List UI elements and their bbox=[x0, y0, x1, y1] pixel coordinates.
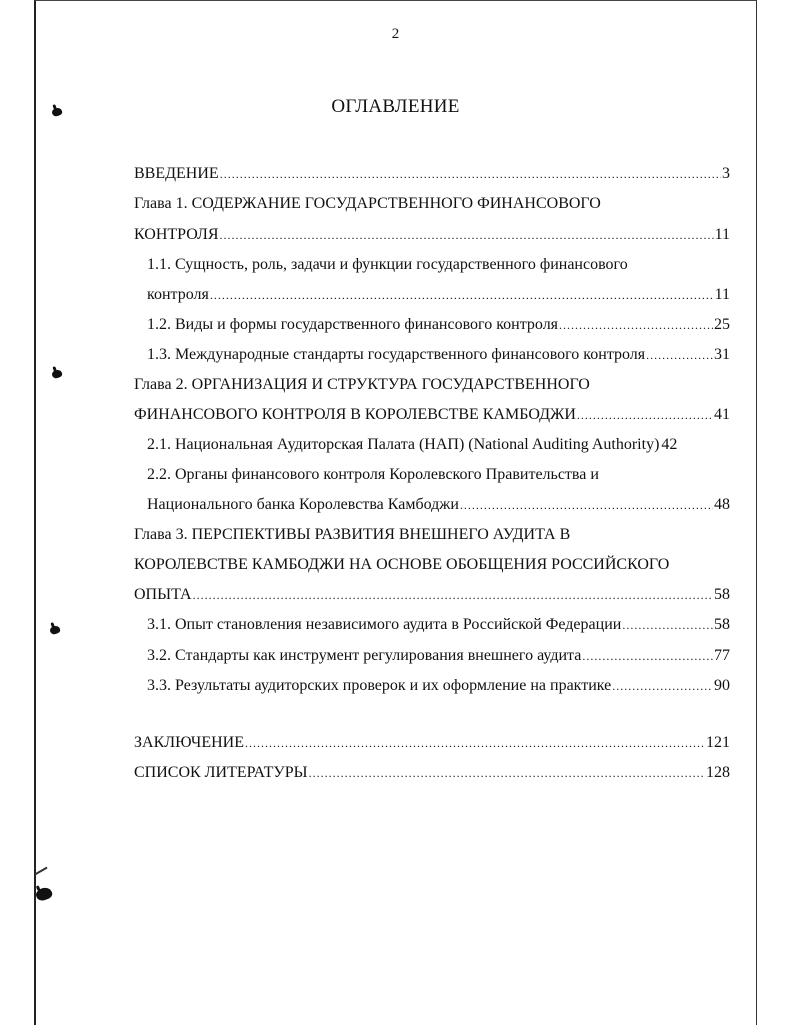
toc-entry-label: КОНТРОЛЯ bbox=[134, 226, 219, 243]
toc-entry-section-1-2[interactable] bbox=[147, 314, 730, 336]
toc-page-number: 58 bbox=[714, 586, 730, 603]
toc-entry-label: Национального банка Королевства Камбоджи bbox=[147, 496, 459, 513]
toc-page-number: 128 bbox=[706, 764, 730, 781]
toc-entry-references[interactable] bbox=[134, 762, 730, 784]
toc-section-2-2-title[interactable]: 2.2. Органы финансового контроля Королевского Правительства и bbox=[147, 466, 599, 483]
toc-entry-label: ФИНАНСОВОГО КОНТРОЛЯ В КОРОЛЕВСТВЕ КАМБОДЖИ bbox=[134, 406, 576, 423]
leader-dots bbox=[559, 314, 713, 336]
toc-entry-conclusion[interactable] bbox=[134, 732, 730, 754]
toc-entry-section-2-2[interactable] bbox=[147, 494, 730, 516]
toc-entry-label: 2.1. Национальная Аудиторская Палата (НАП) (National Auditing Authority) bbox=[147, 436, 660, 453]
toc-page-number: 77 bbox=[714, 647, 730, 664]
toc-page-number: 31 bbox=[714, 346, 730, 363]
toc-page-number: 58 bbox=[714, 616, 730, 633]
toc-entry-label: 1.2. Виды и формы государственного финансового контроля bbox=[147, 316, 559, 333]
toc-chapter-1-title[interactable]: Глава 1. СОДЕРЖАНИЕ ГОСУДАРСТВЕННОГО ФИНАНСОВОГО bbox=[134, 195, 601, 212]
leader-dots bbox=[210, 284, 714, 306]
toc-page-number: 25 bbox=[714, 316, 730, 333]
toc-page-number: 3 bbox=[722, 165, 730, 182]
toc-entry-label: 3.2. Стандарты как инструмент регулирования внешнего аудита bbox=[147, 647, 582, 664]
toc-entry-label: 1.3. Международные стандарты государственного финансового контроля bbox=[147, 346, 646, 363]
leader-dots bbox=[220, 163, 721, 185]
toc-chapter-3-title-cont[interactable]: КОРОЛЕВСТВЕ КАМБОДЖИ НА ОСНОВЕ ОБОБЩЕНИЯ РОССИЙСКОГО bbox=[134, 556, 670, 573]
toc-entry-section-1-1[interactable] bbox=[147, 284, 730, 306]
leader-dots bbox=[577, 404, 713, 426]
toc-page-number: 11 bbox=[714, 226, 730, 243]
toc-entry-label: СПИСОК ЛИТЕРАТУРЫ bbox=[134, 764, 308, 781]
toc-page-number: 48 bbox=[714, 496, 730, 513]
toc-section-1-1-title[interactable]: 1.1. Сущность, роль, задачи и функции государственного финансового bbox=[147, 256, 628, 273]
toc-chapter-2-title[interactable]: Глава 2. ОРГАНИЗАЦИЯ И СТРУКТУРА ГОСУДАРСТВЕННОГО bbox=[134, 376, 590, 393]
toc-page-number: 121 bbox=[706, 734, 730, 751]
toc-entry-section-3-2[interactable] bbox=[147, 645, 730, 667]
toc-entry-label: 3.3. Результаты аудиторских проверок и их оформление на практике bbox=[147, 677, 612, 694]
toc-entry-section-3-1[interactable] bbox=[147, 614, 730, 636]
toc-entry-label: ЗАКЛЮЧЕНИЕ bbox=[134, 734, 244, 751]
toc-entry-label: контроля bbox=[147, 286, 209, 303]
page-title: ОГЛАВЛЕНИЕ bbox=[331, 96, 460, 117]
toc-entry-section-1-3[interactable] bbox=[147, 344, 730, 366]
leader-dots bbox=[245, 732, 705, 754]
toc-page-number: 90 bbox=[714, 677, 730, 694]
toc-entry-section-2-1[interactable] bbox=[147, 434, 730, 456]
toc-entry-intro[interactable] bbox=[134, 163, 730, 185]
toc-entry-label: ОПЫТА bbox=[134, 586, 192, 603]
leader-dots bbox=[622, 614, 713, 636]
toc-chapter-3-title[interactable]: Глава 3. ПЕРСПЕКТИВЫ РАЗВИТИЯ ВНЕШНЕГО АУДИТА В bbox=[134, 526, 571, 543]
leader-dots bbox=[582, 645, 713, 667]
leader-dots bbox=[309, 762, 705, 784]
leader-dots bbox=[460, 494, 713, 516]
toc-entry-chapter-1[interactable] bbox=[134, 224, 730, 246]
toc-entry-section-3-3[interactable] bbox=[147, 675, 730, 697]
leader-dots bbox=[646, 344, 713, 366]
toc-entry-chapter-3[interactable] bbox=[134, 584, 730, 606]
leader-dots bbox=[220, 224, 714, 246]
leader-dots bbox=[193, 584, 713, 606]
toc-page-number: 41 bbox=[714, 406, 730, 423]
toc-entry-chapter-2[interactable] bbox=[134, 404, 730, 426]
toc-page-number: 11 bbox=[714, 286, 730, 303]
leader-dots bbox=[612, 675, 713, 697]
toc-page-number: 42 bbox=[661, 436, 678, 453]
page-number: 2 bbox=[391, 26, 400, 42]
toc-entry-label: ВВЕДЕНИЕ bbox=[134, 165, 219, 182]
toc-entry-label: 3.1. Опыт становления независимого аудита в Российской Федерации bbox=[147, 616, 622, 633]
